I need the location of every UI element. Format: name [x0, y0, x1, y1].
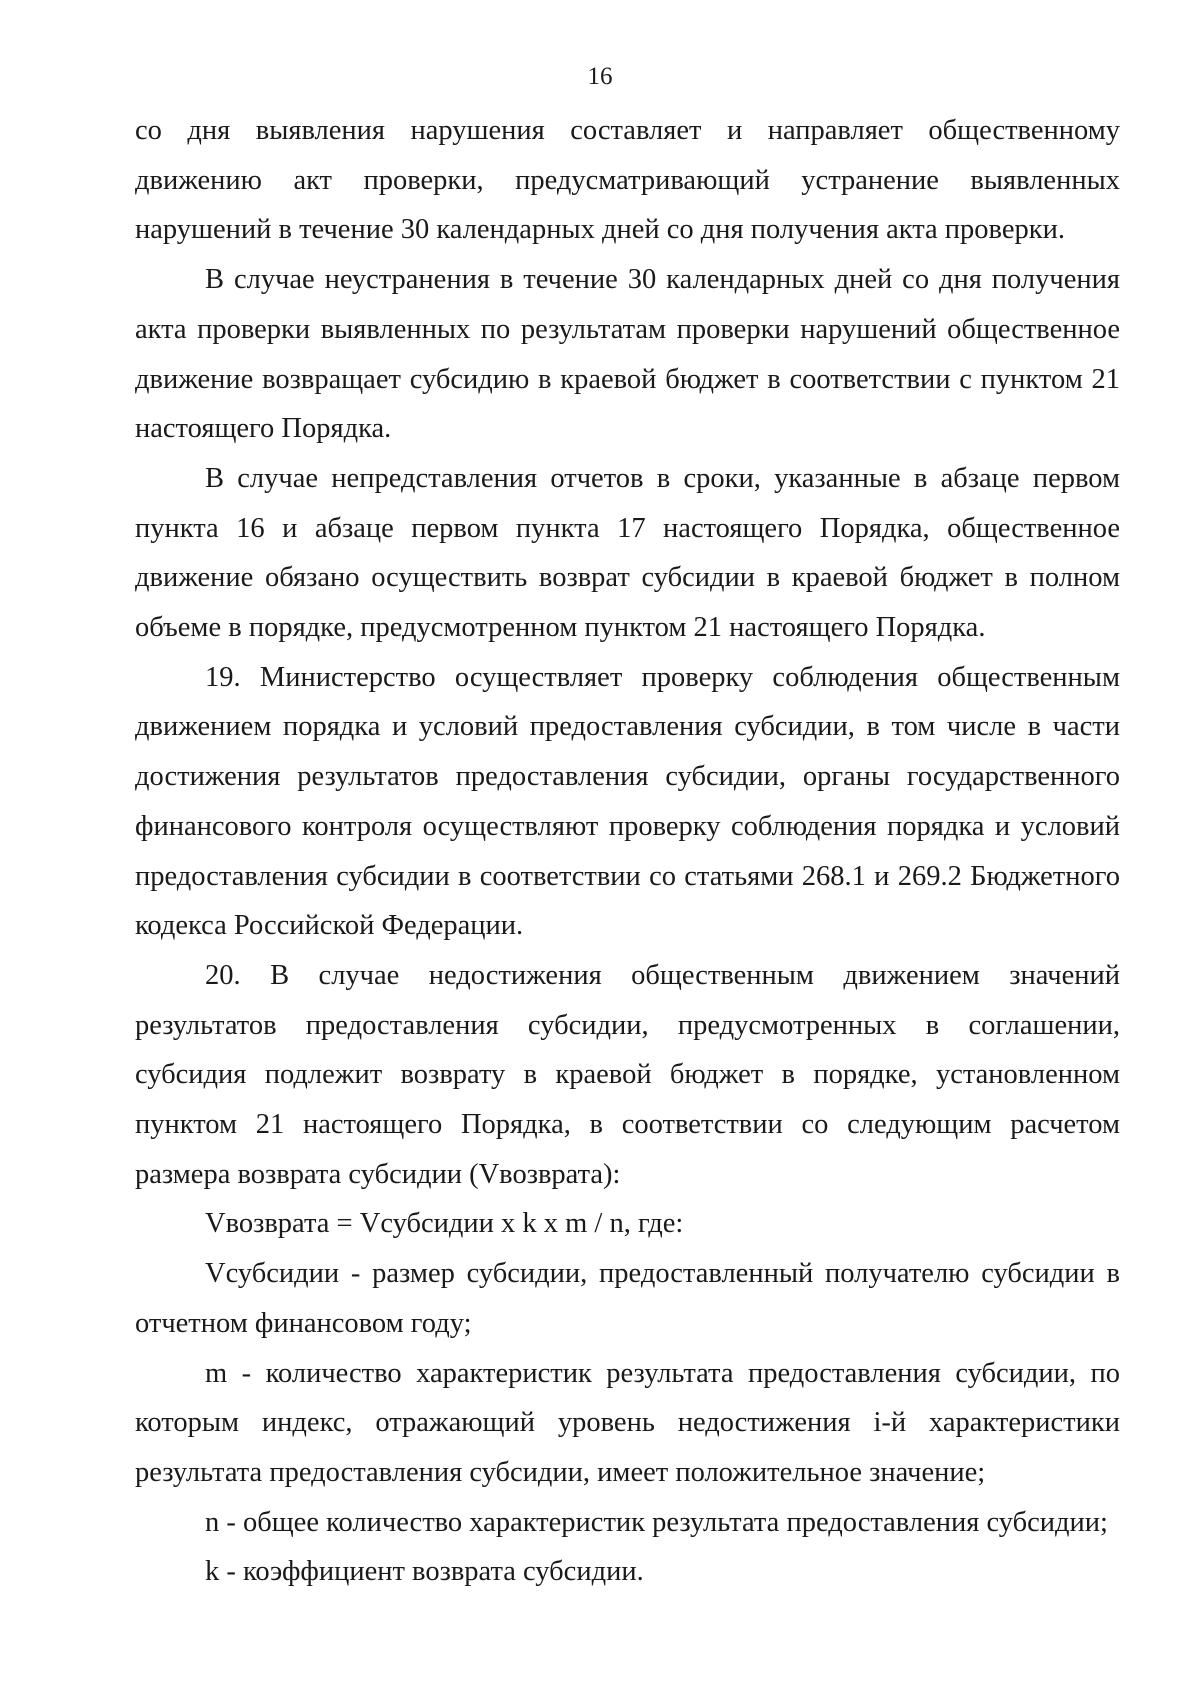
document-body [135, 106, 1120, 1597]
definition-m: m - количество характеристик результата предоставления субсидии, по которым индекс, отражающий уровень недостижения i-й характеристики результата предоставления субсидии, имеет положительное значение; [135, 1357, 1120, 1488]
paragraph-item-19: 19. Министерство осуществляет проверку соблюдения общественным движением порядка и условий предоставления субсидии, в том числе в части достижения результатов предоставления субсидии, органы государственного финансового контроля осуществляют проверку соблюдения порядка и условий предоставления субсидии в соответствии со статьями 268.1 и 269.2 Бюджетного кодекса Российской Федерации. [135, 661, 1120, 942]
paragraph-reports-failure: В случае непредставления отчетов в сроки, указанные в абзаце первом пункта 16 и абзаце первом пункта 17 настоящего Порядка, общественное движение обязано осуществить возврат субсидии в краевой бюджет в полном объеме в порядке, предусмотренном пунктом 21 настоящего Порядка. [135, 462, 1120, 644]
definition-n: n - общее количество характеристик результата предоставления субсидии; [205, 1506, 1108, 1538]
definition-vsubsidy: Vсубсидии - размер субсидии, предоставленный получателю субсидии в отчетном финансовом году; [135, 1258, 1120, 1339]
definition-k: k - коэффициент возврата субсидии. [205, 1556, 644, 1588]
formula-line: Vвозврата = Vсубсидии x k x m / n, где: [205, 1208, 684, 1240]
paragraph-continuation: со дня выявления нарушения составляет и направляет общественному движению акт проверки, предусматривающий устранение выявленных нарушений в течение 30 календарных дней со дня получения акта проверки. [135, 115, 1120, 246]
page-number: 16 [587, 63, 613, 90]
paragraph-non-elimination: В случае неустранения в течение 30 календарных дней со дня получения акта проверки выявленных по результатам проверки нарушений общественное движение возвращает субсидию в краевой бюджет в соответствии с пунктом 21 настоящего Порядка. [135, 264, 1120, 445]
paragraph-item-20: 20. В случае недостижения общественным движением значений результатов предоставления субсидии, предусмотренных в соглашении, субсидия подлежит возврату в краевой бюджет в порядке, установленном пунктом 21 настоящего Порядка, в соответствии со следующим расчетом размера возврата субсидии (Vвозврата): [135, 959, 1120, 1190]
